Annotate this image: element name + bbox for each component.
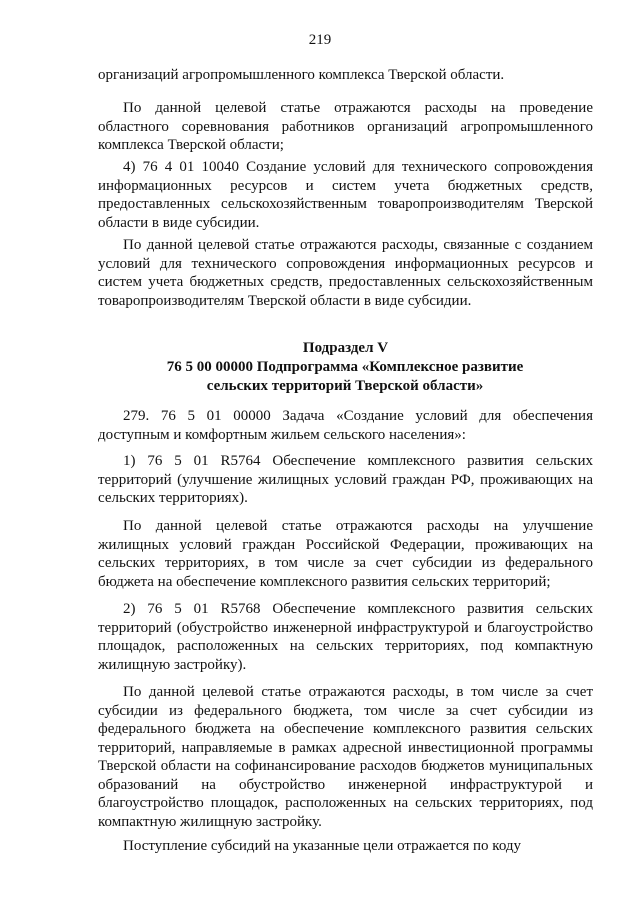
paragraph-item-2: 2) 76 5 01 R5768 Обеспечение комплексного развития сельских территорий (обустройство инженерной инфраструктурой и благоустройство площадок, расположенных на сельских территориях, под компактную жилищную застройку). — [98, 601, 593, 673]
section-heading-subsection: Подраздел V — [302, 340, 389, 356]
paragraph-expenses-infrastructure: По данной целевой статье отражаются расходы, в том числе за счет субсидии из федерального бюджета, том числе за счет субсидии из федерального бюджета на обеспечение комплексного развития сельских территорий, направляемые в рамках адресной инвестиционной программы Тверской области на софинансирование расходов бюджетов муниципальных образований на обустройство инженерной инфраструктурой и благоустройство площадок, расположенных на сельских территориях, под компактную жилищную застройку. — [98, 684, 593, 830]
paragraph-item-4: 4) 76 4 01 10040 Создание условий для технического сопровождения информационных ресурсов и систем учета бюджетных средств, предоставленных сельскохозяйственным товаропроизводителям Тверской области в виде субсидии. — [98, 159, 593, 231]
paragraph-expenses-competition: По данной целевой статье отражаются расходы на проведение областного соревнования работников организаций агропромышленного комплекса Тверской области; — [98, 100, 593, 153]
paragraph-subsidies-code: Поступление субсидий на указанные цели отражается по коду — [123, 838, 522, 854]
section-heading-subprogram: 76 5 00 00000 Подпрограмма «Комплексное развитие сельских территорий Тверской области» — [166, 359, 524, 394]
paragraph-task-279: 279. 76 5 01 00000 Задача «Создание условий для обеспечения доступным и комфортным жильем сельского населения»: — [98, 408, 593, 443]
paragraph-expenses-info-resources: По данной целевой статье отражаются расходы, связанные с созданием условий для технического сопровождения информационных ресурсов и систем учета бюджетных средств, предоставленных сельскохозяйственным товаропроизводителям Тверской области в виде субсидии. — [98, 237, 593, 309]
paragraph-item-1: 1) 76 5 01 R5764 Обеспечение комплексного развития сельских территорий (улучшение жилищных условий граждан РФ, проживающих на сельских территориях). — [98, 453, 593, 506]
page-number: 219 — [308, 32, 332, 48]
paragraph-continuation: организаций агропромышленного комплекса Тверской области. — [98, 67, 505, 83]
paragraph-expenses-housing: По данной целевой статье отражаются расходы на улучшение жилищных условий граждан Российской Федерации, проживающих на сельских территориях, в том числе за счет субсидии из федерального бюджета на обеспечение комплексного развития сельских территорий; — [98, 518, 593, 590]
